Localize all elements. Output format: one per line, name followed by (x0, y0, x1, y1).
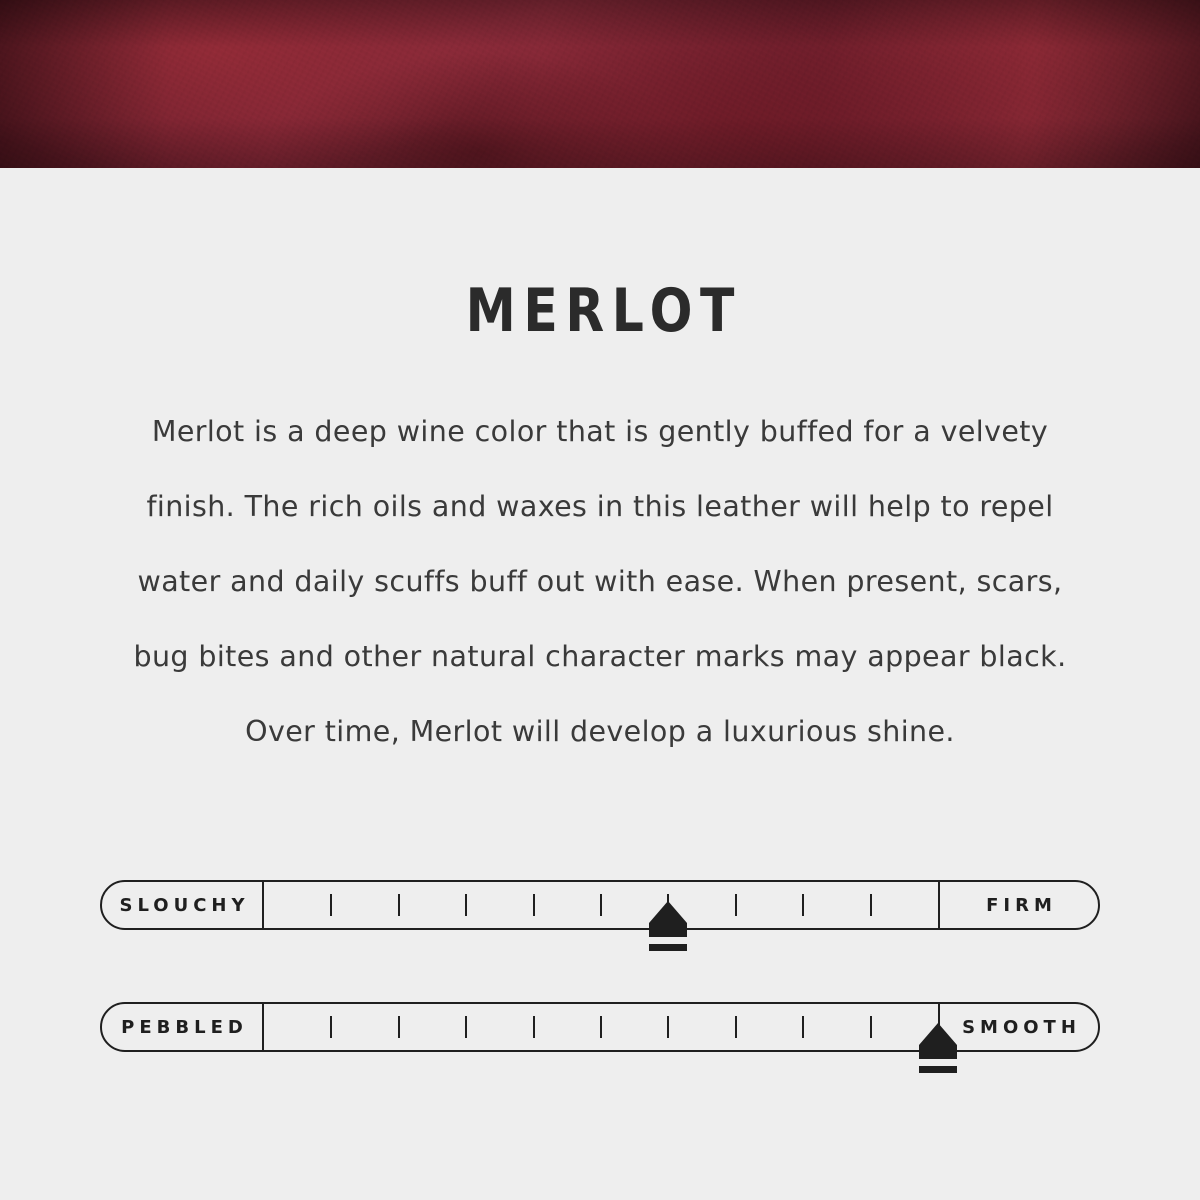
scale-firmness-right-label: FIRM (938, 882, 1098, 928)
marker-base (649, 944, 687, 951)
scale-tick (870, 1016, 872, 1038)
scale-texture (100, 1002, 1100, 1052)
scale-firmness-left-label: SLOUCHY (102, 882, 264, 928)
description-paragraph-1: Merlot is a deep wine color that is gently buffed for a velvety finish. The rich oils and waxes in this leather will help to repel water and daily scuffs buff out with ease. When present, scars, bug bites and other natural character marks may appear black. (133, 415, 1067, 673)
scale-tick (330, 1016, 332, 1038)
scale-firmness-track[interactable] (264, 882, 938, 928)
marker-body (649, 923, 687, 937)
scale-tick (802, 894, 804, 916)
scale-texture-marker[interactable] (919, 1027, 957, 1073)
swatch-vignette (0, 0, 1200, 168)
scale-texture-right-label: SMOOTH (938, 1004, 1098, 1050)
marker-arrow-icon (919, 1023, 957, 1045)
marker-arrow-icon (649, 901, 687, 923)
scale-tick (330, 894, 332, 916)
description-block (125, 346, 1075, 769)
description-paragraph-2: Over time, Merlot will develop a luxurious shine. (245, 715, 955, 748)
scale-tick (802, 1016, 804, 1038)
scale-firmness-marker[interactable] (649, 905, 687, 951)
scale-tick (398, 1016, 400, 1038)
scale-tick (600, 1016, 602, 1038)
page-title: MERLOT (465, 276, 742, 346)
scale-tick (600, 894, 602, 916)
scale-tick (465, 1016, 467, 1038)
scale-tick (533, 894, 535, 916)
scale-texture-left-label: PEBBLED (102, 1004, 264, 1050)
attribute-scales (0, 880, 1200, 1052)
scale-tick (735, 894, 737, 916)
scale-tick (465, 894, 467, 916)
scale-tick (398, 894, 400, 916)
scale-tick (667, 1016, 669, 1038)
scale-tick (870, 894, 872, 916)
scale-firmness (100, 880, 1100, 930)
scale-tick (735, 1016, 737, 1038)
marker-body (919, 1045, 957, 1059)
scale-texture-track[interactable] (264, 1004, 938, 1050)
marker-base (919, 1066, 957, 1073)
scale-tick (533, 1016, 535, 1038)
leather-swatch (0, 0, 1200, 168)
